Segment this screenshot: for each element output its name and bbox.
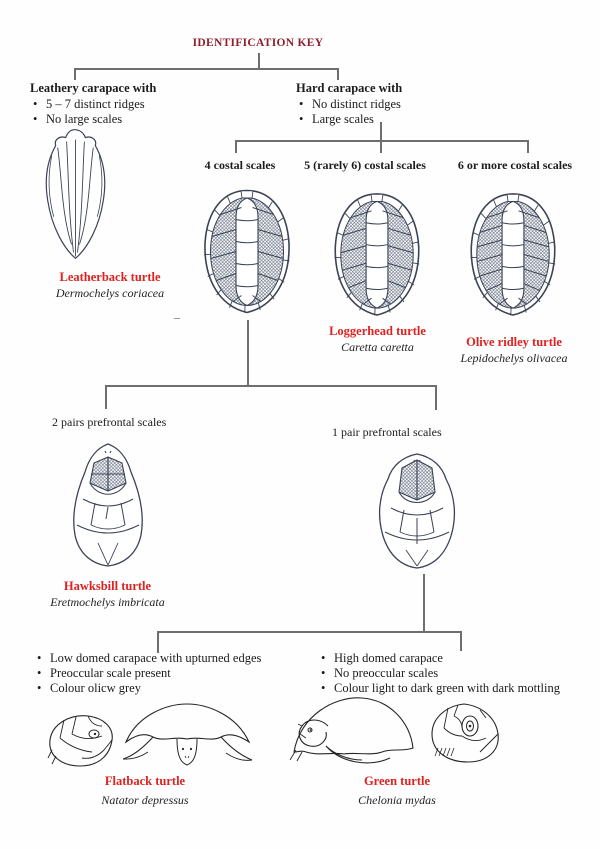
trait-bullet: • No preoccular scales <box>318 666 593 681</box>
connector-line <box>527 140 529 153</box>
connector-line <box>157 631 159 653</box>
species-common-name: Flatback turtle <box>104 774 186 788</box>
species-label-flatback <box>75 772 215 810</box>
connector-line <box>235 140 237 153</box>
flatback-traits <box>34 651 304 696</box>
label-5-costal-scales: 5 (rarely 6) costal scales <box>304 158 426 172</box>
branch-bullet: • 5 – 7 distinct ridges <box>30 97 220 112</box>
connector-line <box>423 574 425 632</box>
connector-line <box>105 385 107 409</box>
connector-line <box>247 320 249 386</box>
connector-line <box>105 385 436 387</box>
flatback-front-view-sketch <box>120 696 255 774</box>
one-pair-prefrontal-head-illustration <box>366 451 468 571</box>
species-common-name: Leatherback turtle <box>59 270 161 284</box>
species-label-loggerhead <box>305 323 450 355</box>
species-latin-name: Chelonia mydas <box>358 793 436 807</box>
label-6-costal-scales: 6 or more costal scales <box>457 158 573 172</box>
species-common-name: Green turtle <box>363 774 431 788</box>
carapace-4-costal-illustration <box>197 185 297 318</box>
label-2-pairs-prefrontal: 2 pairs prefrontal scales <box>52 415 167 429</box>
branch-header: Leathery carapace with <box>30 81 157 95</box>
leatherback-carapace-illustration <box>28 124 123 266</box>
label-4-costal-scales: 4 costal scales <box>204 158 276 172</box>
scan-artifact-dash: – <box>174 310 180 324</box>
branch-bullet: • No distinct ridges <box>296 97 486 112</box>
species-latin-name: Lepidochelys olivacea <box>460 351 568 365</box>
species-latin-name: Dermochelys coriacea <box>55 286 165 300</box>
connector-line <box>74 68 76 80</box>
hawksbill-head-illustration <box>62 441 154 569</box>
connector-line <box>74 68 339 70</box>
label-1-pair-prefrontal: 1 pair prefrontal scales <box>332 425 442 439</box>
species-latin-name: Eretmochelys imbricata <box>50 595 165 609</box>
green-turtle-side-view-sketch <box>282 690 422 772</box>
trait-bullet: • Colour olicw grey <box>34 681 304 696</box>
green-head-sketch <box>424 700 504 766</box>
hard-carapace-branch <box>296 81 486 127</box>
species-label-green <box>327 772 467 810</box>
connector-line <box>258 53 260 68</box>
connector-line <box>380 122 382 141</box>
branch-bullet: • No large scales <box>30 112 220 127</box>
species-label-hawksbill <box>25 578 190 610</box>
leathery-carapace-branch <box>30 81 220 127</box>
trait-bullet: • High domed carapace <box>318 651 593 666</box>
trait-bullet: • Preoccular scale present <box>34 666 304 681</box>
species-latin-name: Natator depressus <box>101 793 189 807</box>
species-common-name: Olive ridley turtle <box>466 335 562 349</box>
species-common-name: Loggerhead turtle <box>329 324 426 338</box>
trait-bullet: • Low domed carapace with upturned edges <box>34 651 304 666</box>
species-label-olive-ridley <box>440 334 588 366</box>
connector-line <box>435 385 437 410</box>
flatback-head-sketch <box>42 710 120 772</box>
branch-bullet: • Large scales <box>296 112 486 127</box>
species-common-name: Hawksbill turtle <box>63 579 152 593</box>
species-latin-name: Caretta caretta <box>341 340 414 354</box>
connector-line <box>337 68 339 80</box>
trait-bullet: • Colour light to dark green with dark mottling <box>318 681 593 696</box>
connector-line <box>157 631 461 633</box>
connector-line <box>235 140 528 142</box>
carapace-5-costal-illustration <box>327 189 427 320</box>
connector-line <box>460 631 462 651</box>
page-title: IDENTIFICATION KEY <box>192 37 324 49</box>
connector-line <box>380 140 382 153</box>
carapace-6-costal-illustration <box>463 189 563 320</box>
species-label-leatherback <box>35 269 185 301</box>
branch-header: Hard carapace with <box>296 81 403 95</box>
